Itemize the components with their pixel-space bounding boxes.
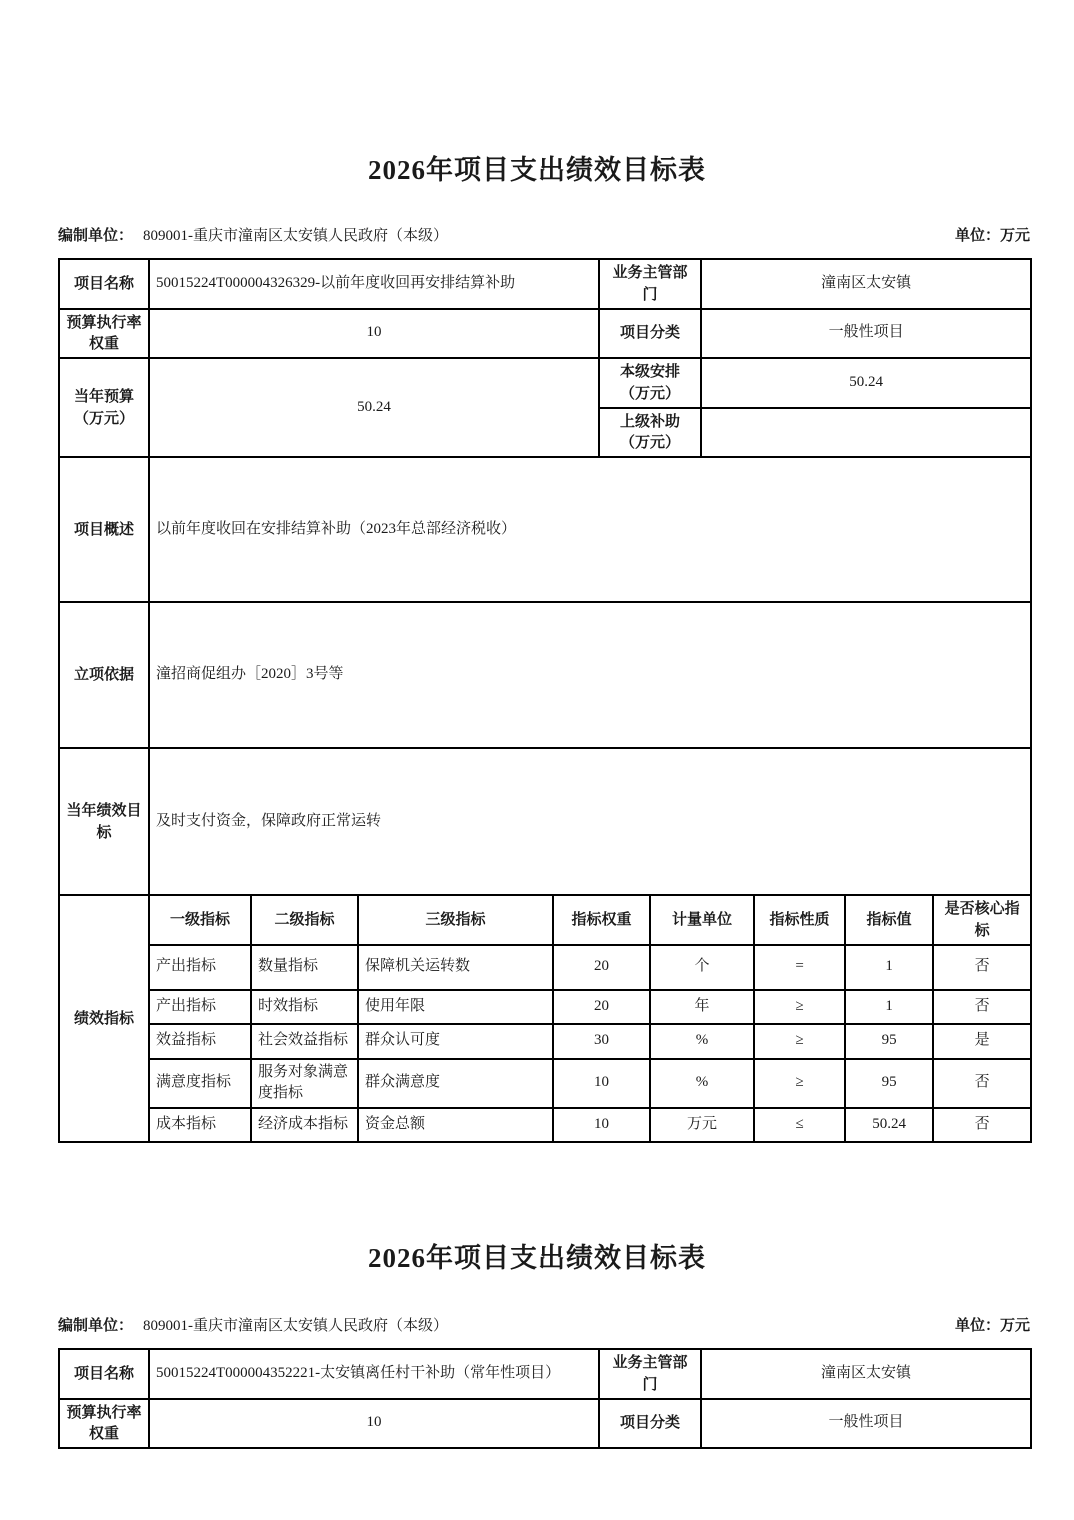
indicator-cell: 资金总额 [358,1108,553,1142]
indicator-cell: 产出指标 [149,945,251,990]
indicator-cell: 个 [650,945,754,990]
indicator-row [59,1108,1031,1142]
year-budget-label: 当年预算（万元） [59,358,149,457]
exec-rate-weight-value: 10 [149,1399,599,1449]
indicator-cell: ≤ [754,1108,845,1142]
page-title: 2026年项目支出绩效目标表 [368,1243,706,1273]
org-value: 809001-重庆市潼南区太安镇人民政府（本级） [143,1318,449,1334]
indicator-cell: 满意度指标 [149,1059,251,1109]
org-label: 编制单位： [58,1317,134,1334]
org-line [58,224,448,245]
org-label: 编制单位： [58,227,134,244]
indicator-header: 指标值 [845,895,933,945]
indicators-label: 绩效指标 [59,895,149,1142]
indicator-cell: 服务对象满意度指标 [251,1059,358,1109]
indicator-cell: 否 [933,945,1031,990]
indicator-cell: 是 [933,1024,1031,1059]
indicator-cell: 否 [933,1108,1031,1142]
indicator-cell: 20 [553,990,650,1024]
category-value: 一般性项目 [701,1399,1031,1449]
performance-table [58,1348,1032,1449]
indicator-cell: ≥ [754,1059,845,1109]
indicator-cell: 数量指标 [251,945,358,990]
meta-row [58,224,1030,245]
basis-label: 立项依据 [59,602,149,748]
performance-table [58,258,1032,1143]
indicator-cell: 20 [553,945,650,990]
indicator-cell: % [650,1059,754,1109]
indicator-header: 是否核心指标 [933,895,1031,945]
indicator-row [59,1059,1031,1109]
indicator-cell: 年 [650,990,754,1024]
table-row [59,602,1031,748]
meta-row [58,1314,1030,1335]
local-arrangement-value: 50.24 [701,358,1031,408]
indicator-cell: 1 [845,945,933,990]
project-name-value: 50015224T000004352221-太安镇离任村干补助（常年性项目） [149,1349,599,1399]
org-value: 809001-重庆市潼南区太安镇人民政府（本级） [143,228,449,244]
indicator-cell: 否 [933,1059,1031,1109]
exec-rate-weight-label: 预算执行率权重 [59,1399,149,1449]
year-budget-value: 50.24 [149,358,599,457]
unit-note: 单位：万元 [954,227,1030,244]
indicator-cell: 经济成本指标 [251,1108,358,1142]
category-label: 项目分类 [599,1399,701,1449]
local-arrangement-label: 本级安排（万元） [599,358,701,408]
indicator-header: 指标权重 [553,895,650,945]
overview-value: 以前年度收回在安排结算补助（2023年总部经济税收） [149,457,1031,602]
indicator-row [59,1024,1031,1059]
indicator-cell: 50.24 [845,1108,933,1142]
table-row [59,457,1031,602]
exec-rate-weight-value: 10 [149,309,599,359]
indicator-cell: 社会效益指标 [251,1024,358,1059]
indicator-header: 一级指标 [149,895,251,945]
indicator-cell: 10 [553,1108,650,1142]
indicator-cell: 产出指标 [149,990,251,1024]
indicator-cell: ≥ [754,1024,845,1059]
indicator-cell: 群众认可度 [358,1024,553,1059]
indicator-header-row [59,895,1031,945]
indicator-cell: 时效指标 [251,990,358,1024]
indicator-header: 计量单位 [650,895,754,945]
table-row [59,358,1031,408]
upper-subsidy-value [701,408,1031,458]
table-row [59,259,1031,309]
dept-label: 业务主管部门 [599,259,701,309]
indicator-cell: 30 [553,1024,650,1059]
project-name-label: 项目名称 [59,1349,149,1399]
project-name-label: 项目名称 [59,259,149,309]
indicator-header: 三级指标 [358,895,553,945]
indicator-cell: ≥ [754,990,845,1024]
table-row [59,748,1031,895]
indicator-cell: 保障机关运转数 [358,945,553,990]
exec-rate-weight-label: 预算执行率权重 [59,309,149,359]
project-name-value: 50015224T000004326329-以前年度收回再安排结算补助 [149,259,599,309]
overview-label: 项目概述 [59,457,149,602]
dept-value: 潼南区太安镇 [701,259,1031,309]
unit-note: 单位：万元 [954,1317,1030,1334]
goal-label: 当年绩效目标 [59,748,149,895]
table-row [59,309,1031,359]
indicator-cell: 95 [845,1059,933,1109]
indicator-cell: 成本指标 [149,1108,251,1142]
page-title: 2026年项目支出绩效目标表 [368,155,706,185]
indicator-cell: 群众满意度 [358,1059,553,1109]
indicator-cell: 使用年限 [358,990,553,1024]
indicator-row [59,945,1031,990]
indicator-cell: 95 [845,1024,933,1059]
indicator-header: 二级指标 [251,895,358,945]
table-row [59,1349,1031,1399]
basis-value: 潼招商促组办［2020］3号等 [149,602,1031,748]
indicator-cell: 万元 [650,1108,754,1142]
indicator-cell: % [650,1024,754,1059]
table-row [59,1399,1031,1449]
upper-subsidy-label: 上级补助（万元） [599,408,701,458]
dept-label: 业务主管部门 [599,1349,701,1399]
goal-value: 及时支付资金，保障政府正常运转 [149,748,1031,895]
dept-value: 潼南区太安镇 [701,1349,1031,1399]
indicator-cell: = [754,945,845,990]
indicator-row [59,990,1031,1024]
category-value: 一般性项目 [701,309,1031,359]
indicator-cell: 10 [553,1059,650,1109]
category-label: 项目分类 [599,309,701,359]
indicator-cell: 否 [933,990,1031,1024]
indicator-cell: 1 [845,990,933,1024]
indicator-header: 指标性质 [754,895,845,945]
indicator-cell: 效益指标 [149,1024,251,1059]
org-line [58,1314,448,1335]
